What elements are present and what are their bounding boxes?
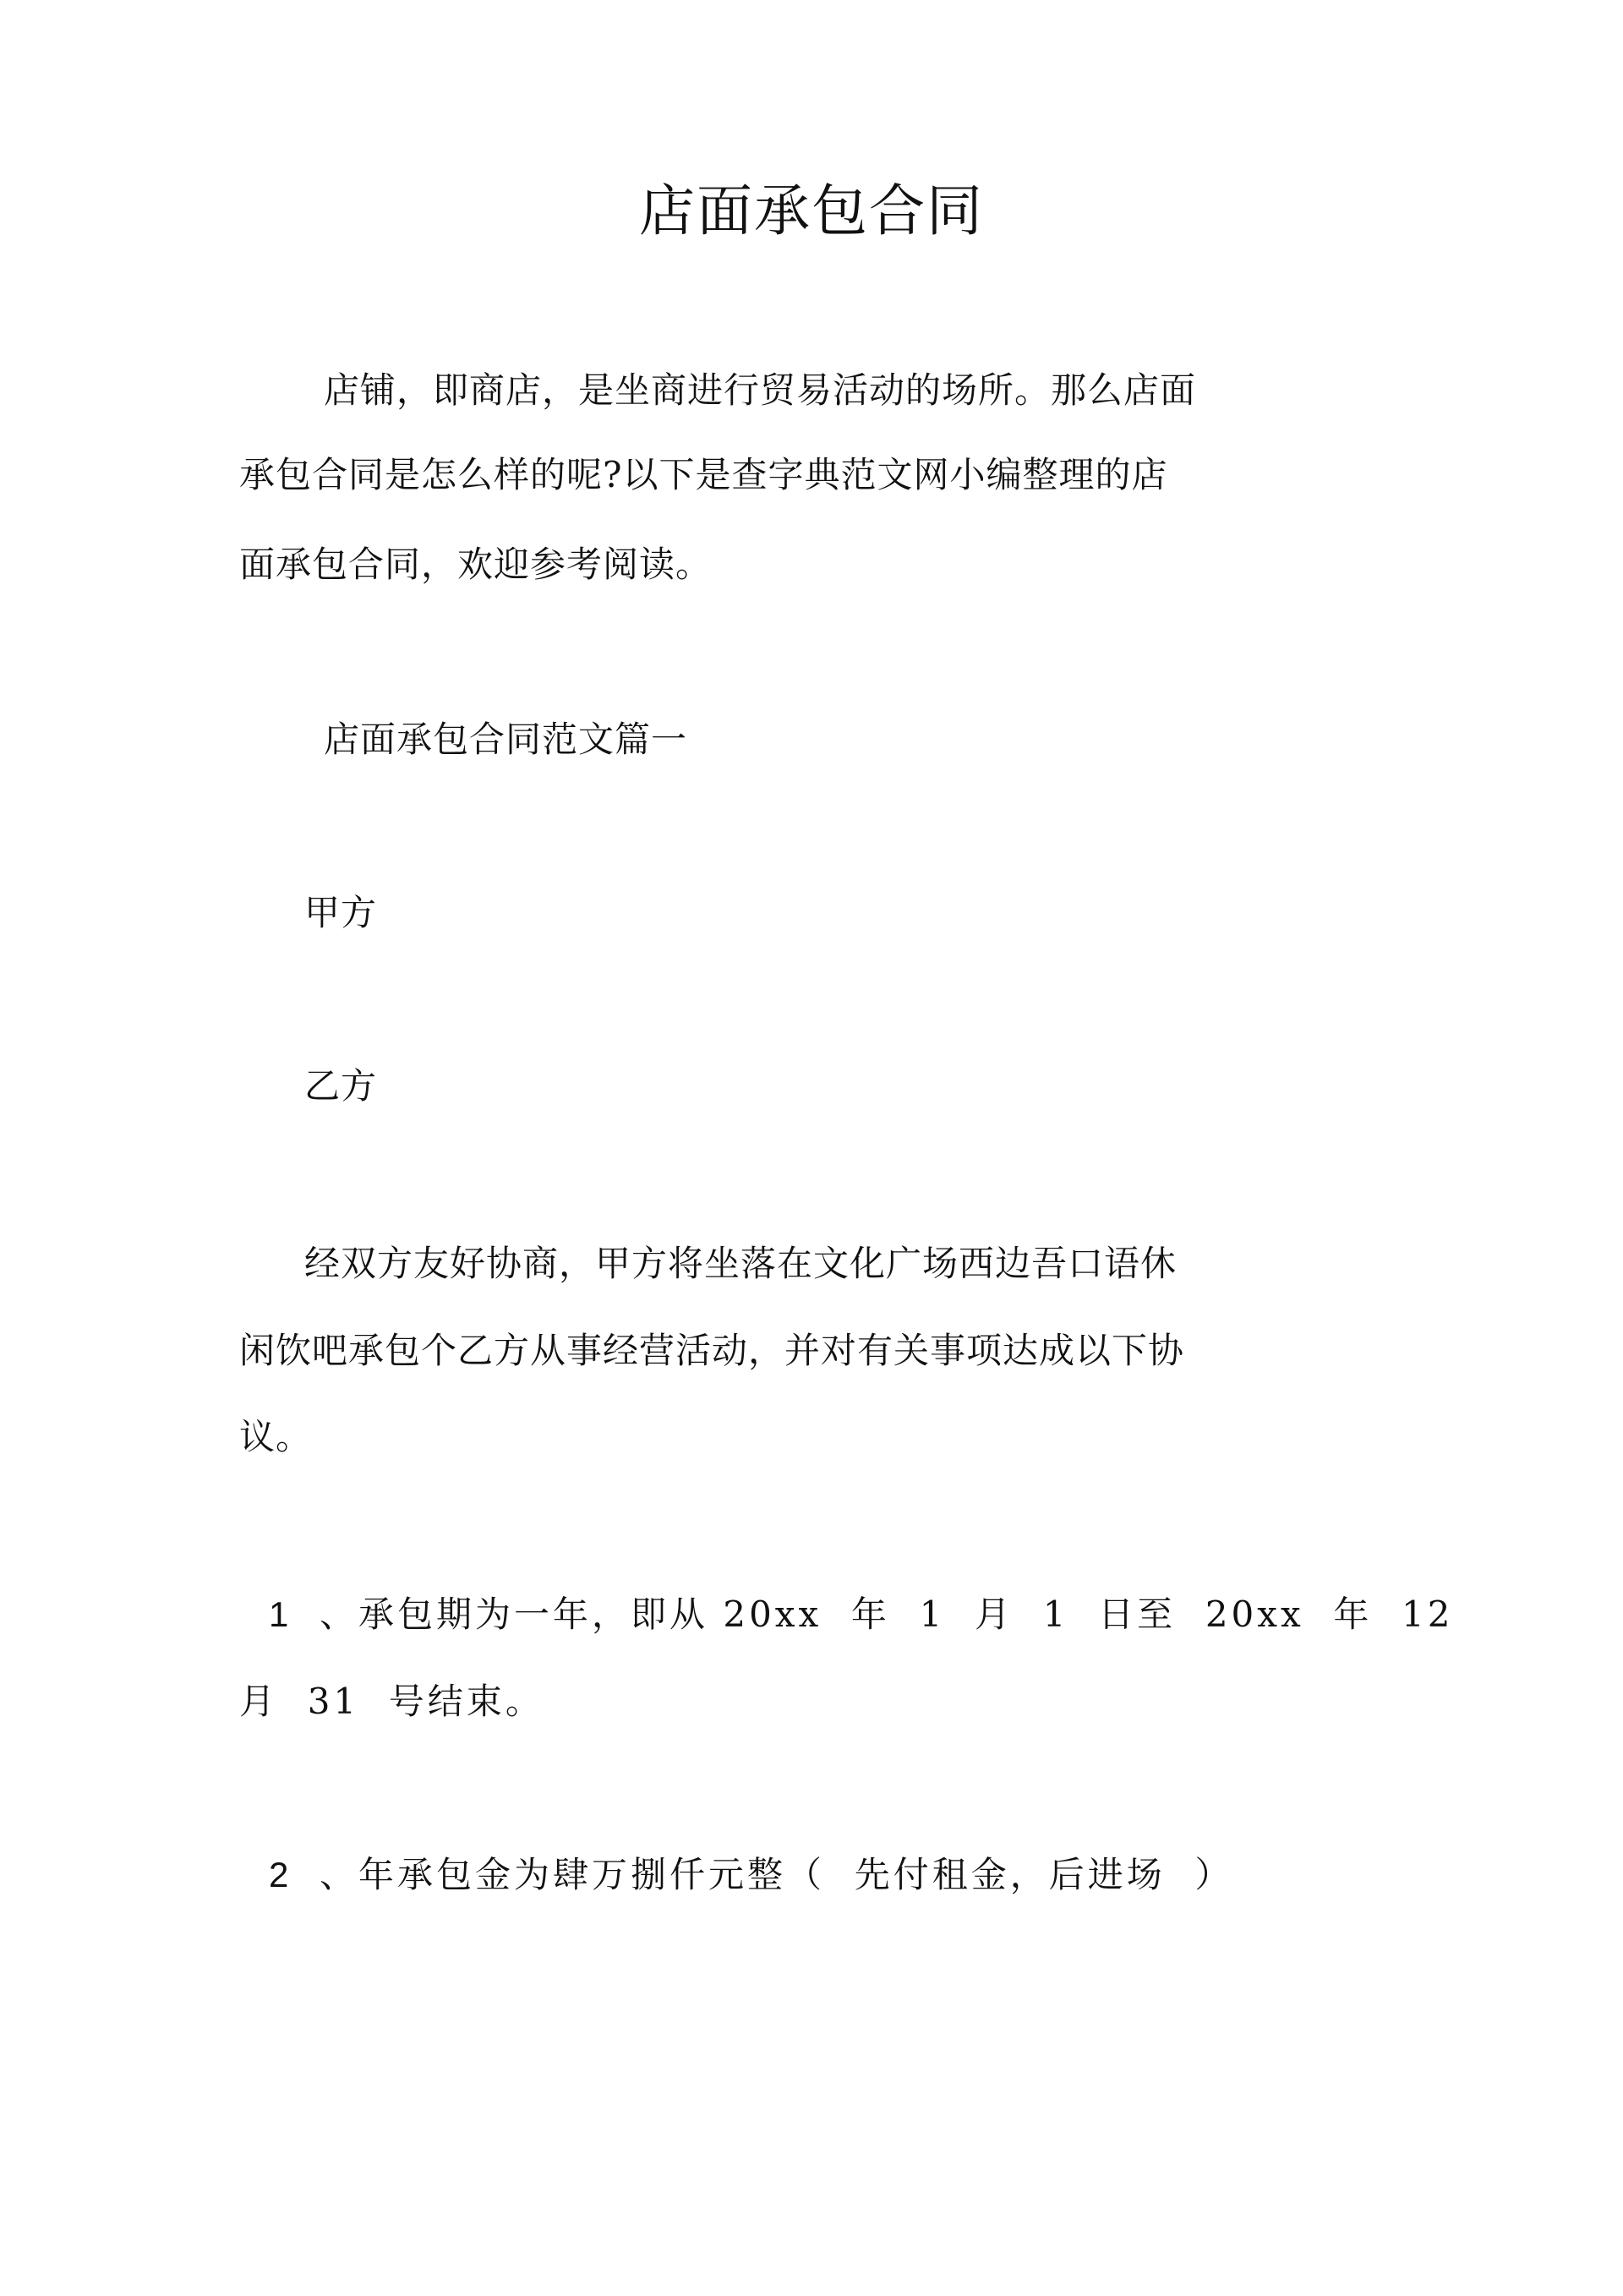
clause-1-line-1 [269,1589,1454,1640]
clause-2-line-1 [269,1850,1351,1900]
clause-2-text: 、年承包金为肆万捌仟元整（ 先付租金，后进场 ） [320,1854,1234,1895]
party-b-label: 乙方 [304,1065,378,1107]
clause-1-text: 、承包期为一年，即从 20xx 年 1 月 1 日至 20xx 年 12 [320,1594,1454,1635]
agreement-line-2: 闲饮吧承包个乙方从事经营活动，并对有关事项达成以下协 [239,1330,1185,1371]
document-title: 店面承包合同 [639,178,984,243]
agreement-line-1: 经双方友好协商，甲方将坐落在文化广场西边吾口语休 [304,1243,1178,1284]
intro-line-3: 面承包合同，欢迎参考阅读。 [239,544,713,585]
intro-line-1: 店铺，即商店，是坐商进行贸易活动的场所。那么店面 [324,369,1197,411]
section-heading: 店面承包合同范文篇一 [324,719,688,760]
intro-line-2: 承包合同是怎么样的呢?以下是查字典范文网小编整理的店 [239,454,1168,495]
clause-1-line-2: 月 31 号结束。 [239,1681,544,1722]
clause-1-number: 1 [269,1594,292,1634]
agreement-line-3: 议。 [239,1416,313,1457]
party-a-label: 甲方 [304,892,378,933]
clause-2-number: 2 [269,1855,292,1894]
